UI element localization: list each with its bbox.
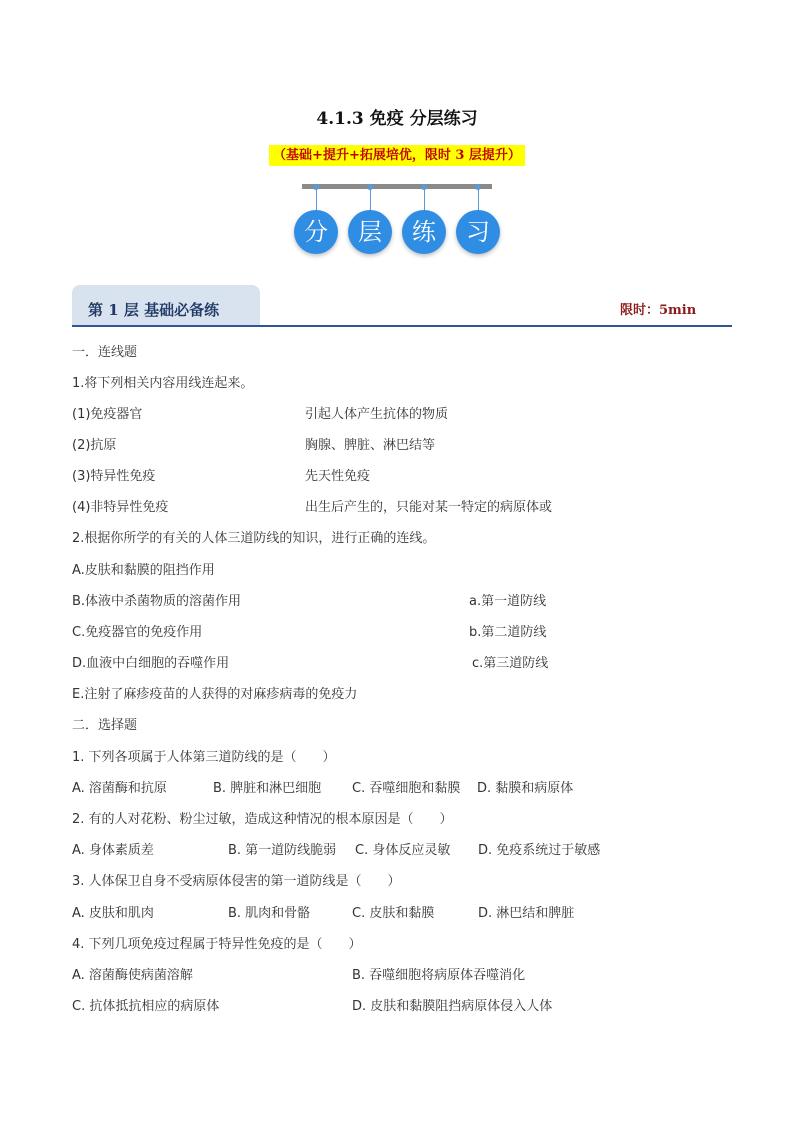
- question-stem: 4. 下列几项免疫过程属于特异性免疫的是（ ）: [72, 937, 362, 952]
- question-stem: 1.将下列相关内容用线连起来。: [72, 376, 254, 391]
- match-left-item: (1)免疫器官: [72, 407, 143, 422]
- option-d: D. 淋巴结和脾脏: [478, 906, 575, 921]
- tier-divider: [72, 325, 732, 327]
- badge-circle: 习: [456, 210, 500, 254]
- section-heading: 一．连线题: [72, 345, 138, 360]
- subtitle-banner: （基础+提升+拓展培优，限时 3 层提升）: [269, 145, 525, 166]
- match-right-item: 先天性免疫: [305, 469, 371, 484]
- match-right-item: c.第三道防线: [472, 656, 549, 671]
- badge-circle: 分: [294, 210, 338, 254]
- section-heading: 二．选择题: [72, 718, 138, 733]
- option-a: A. 身体素质差: [72, 843, 154, 858]
- badge-circle: 层: [348, 210, 392, 254]
- question-stem: 1. 下列各项属于人体第三道防线的是（ ）: [72, 750, 336, 765]
- option-c: C. 抗体抵抗相应的病原体: [72, 999, 220, 1014]
- match-right-item: a.第一道防线: [469, 594, 547, 609]
- option-b: B. 肌肉和骨骼: [228, 906, 311, 921]
- match-right-item: 出生后产生的，只能对某一特定的病原体或: [305, 500, 553, 515]
- match-left-item: B.体液中杀菌物质的溶菌作用: [72, 594, 242, 609]
- subtitle-row: [0, 144, 794, 166]
- option-b: B. 第一道防线脆弱: [228, 843, 337, 858]
- option-c: C. 皮肤和黏膜: [352, 906, 435, 921]
- match-right-item: b.第二道防线: [469, 625, 547, 640]
- option-a: A. 溶菌酶和抗原: [72, 781, 167, 796]
- match-left-item: A.皮肤和黏膜的阻挡作用: [72, 563, 215, 578]
- time-limit: 限时：5min: [620, 303, 697, 318]
- option-a: A. 皮肤和肌肉: [72, 906, 154, 921]
- question-stem: 2.根据你所学的有关的人体三道防线的知识，进行正确的连线。: [72, 531, 436, 546]
- match-right-item: 胸腺、脾脏、淋巴结等: [305, 438, 436, 453]
- option-d: D. 免疫系统过于敏感: [478, 843, 601, 858]
- match-left-item: (3)特异性免疫: [72, 469, 156, 484]
- tier-label: 第 1 层 基础必备练: [88, 301, 220, 319]
- match-left-item: (2)抗原: [72, 438, 117, 453]
- option-b: B. 吞噬细胞将病原体吞噬消化: [352, 968, 526, 983]
- question-stem: 3. 人体保卫自身不受病原体侵害的第一道防线是（ ）: [72, 874, 401, 889]
- match-left-item: D.血液中白细胞的吞噬作用: [72, 656, 230, 671]
- option-b: B. 脾脏和淋巴细胞: [213, 781, 322, 796]
- option-a: A. 溶菌酶使病菌溶解: [72, 968, 193, 983]
- option-d: D. 皮肤和黏膜阻挡病原体侵入人体: [352, 999, 553, 1014]
- option-c: C. 吞噬细胞和黏膜: [352, 781, 461, 796]
- option-d: D. 黏膜和病原体: [477, 781, 574, 796]
- option-c: C. 身体反应灵敏: [355, 843, 451, 858]
- match-left-item: E.注射了麻疹疫苗的人获得的对麻疹病毒的免疫力: [72, 687, 358, 702]
- badge-circle: 练: [402, 210, 446, 254]
- question-stem: 2. 有的人对花粉、粉尘过敏，造成这种情况的根本原因是（ ）: [72, 812, 453, 827]
- page-title: 4.1.3 免疫 分层练习: [316, 109, 478, 129]
- hanger-rail: [302, 184, 492, 189]
- match-left-item: C.免疫器官的免疫作用: [72, 625, 203, 640]
- match-left-item: (4)非特异性免疫: [72, 500, 169, 515]
- match-right-item: 引起人体产生抗体的物质: [305, 407, 449, 422]
